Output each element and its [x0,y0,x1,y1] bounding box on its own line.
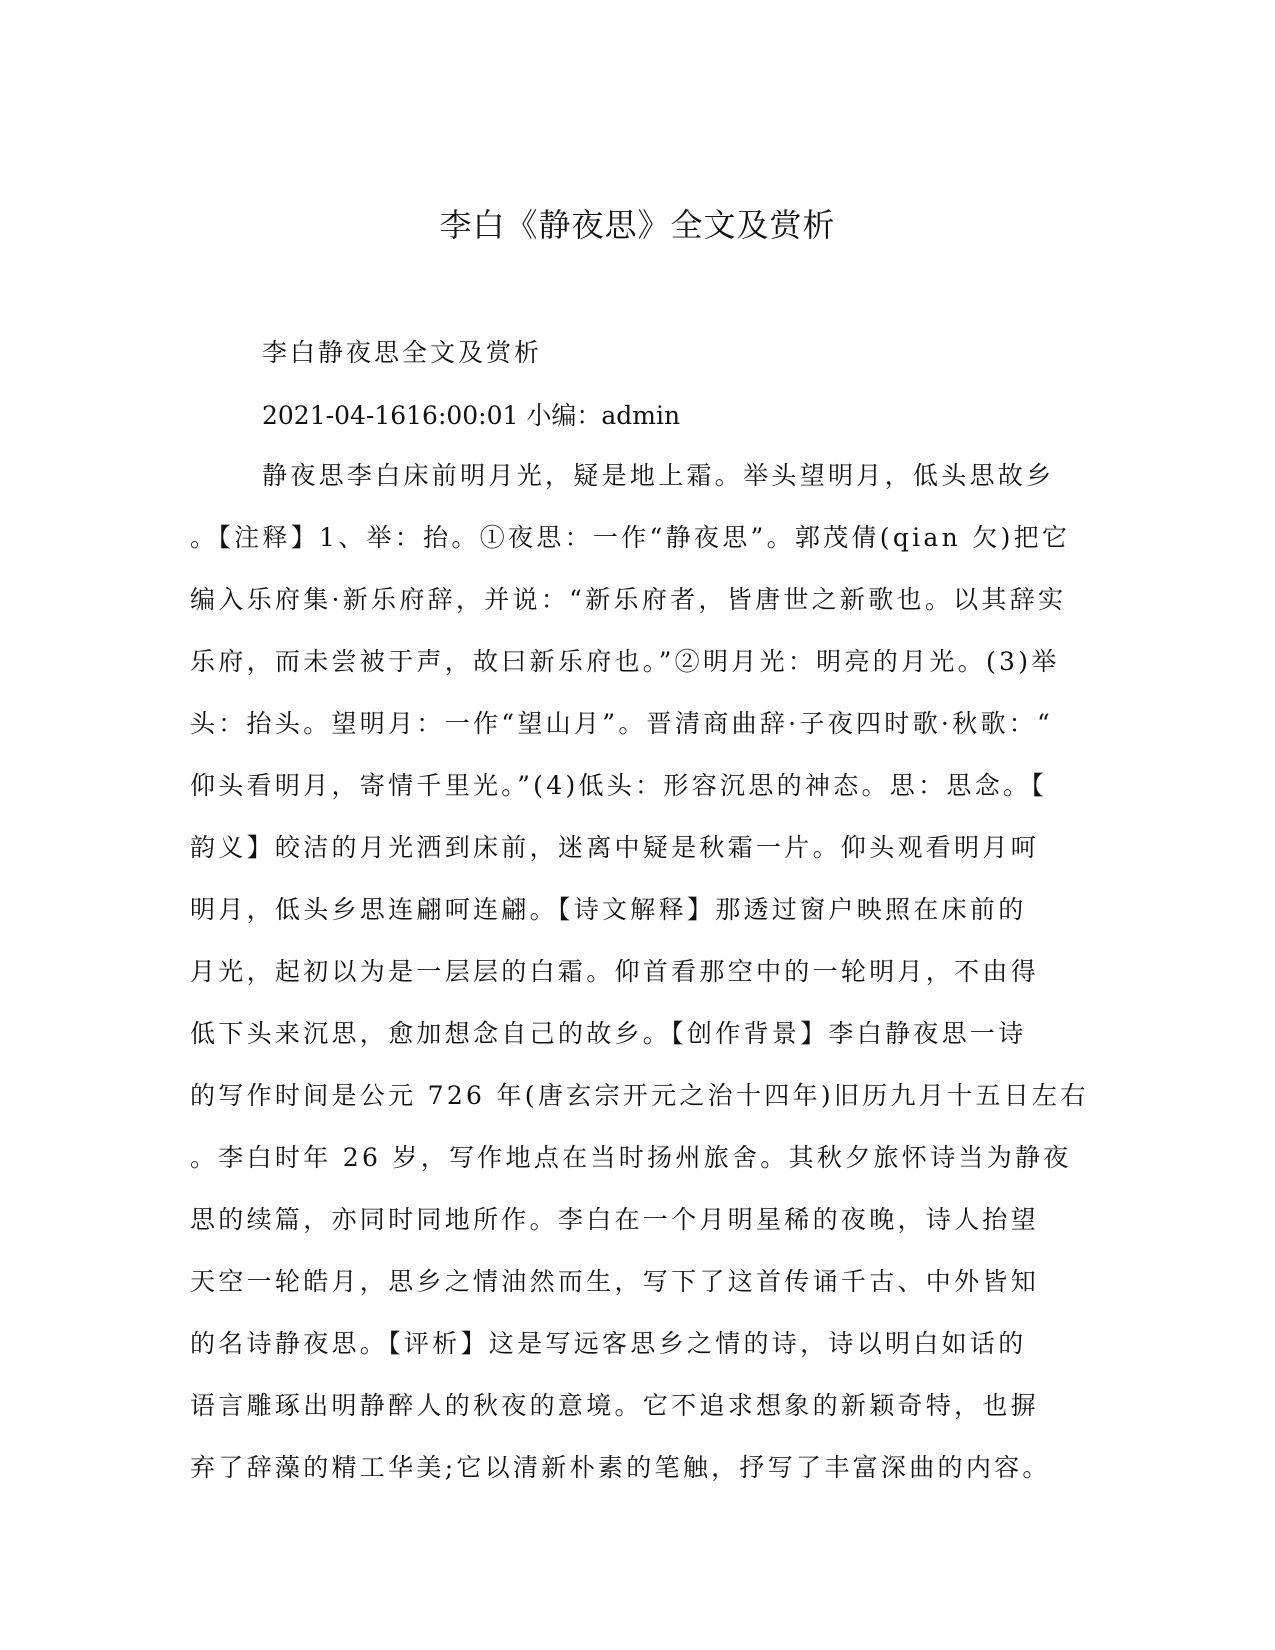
body-line: 。【注释】1、举：抬。①夜思：一作“静夜思”。郭茂倩(qian 欠)把它 [190,523,1071,552]
article-body [190,456,1090,1510]
body-line: 乐府，而未尝被于声，故曰新乐府也。”②明月光：明亮的月光。(3)举 [190,647,1060,676]
body-line: 头：抬头。望明月：一作“望山月”。晋清商曲辞·子夜四时歌·秋歌：“ [190,709,1054,738]
body-line: 韵义】皎洁的月光洒到床前，迷离中疑是秋霜一片。仰头观看明月呵 [190,833,1040,862]
body-line: 弃了辞藻的精工华美;它以清新朴素的笔触，抒写了丰富深曲的内容。 [190,1453,1051,1482]
body-line: 语言雕琢出明静醉人的秋夜的意境。它不追求想象的新颖奇特，也摒 [190,1391,1040,1420]
body-line: 的名诗静夜思。【评析】这是写远客思乡之情的诗，诗以明白如话的 [190,1329,1027,1358]
body-line: 静夜思李白床前明月光，疑是地上霜。举头望明月，低头思故乡 [262,461,1055,490]
body-line: 月光，起初以为是一层层的白霜。仰首看那空中的一轮明月，不由得 [190,957,1040,986]
body-line: 。李白时年 26 岁，写作地点在当时扬州旅舍。其秋夕旅怀诗当为静夜 [190,1143,1072,1172]
document-subtitle: 李白静夜思全文及赏析 [262,338,543,367]
body-line: 思的续篇，亦同时同地所作。李白在一个月明星稀的夜晚，诗人抬望 [190,1205,1040,1234]
publish-meta: 2021-04-1616:00:01 小编：admin [262,401,681,430]
body-line: 仰头看明月，寄情千里光。”(4)低头：形容沉思的神态。思：思念。【 [190,771,1048,800]
body-line: 天空一轮皓月，思乡之情油然而生，写下了这首传诵千古、中外皆知 [190,1267,1040,1296]
document-title: 李白《静夜思》全文及赏析 [439,206,836,244]
body-line: 低下头来沉思，愈加想念自己的故乡。【创作背景】李白静夜思一诗 [190,1019,1027,1048]
body-line: 编入乐府集·新乐府辞，并说：“新乐府者，皆唐世之新歌也。以其辞实 [190,585,1067,614]
body-line: 明月，低头乡思连翩呵连翩。【诗文解释】那透过窗户映照在床前的 [190,895,1027,924]
body-line: 的写作时间是公元 726 年(唐玄宗开元之治十四年)旧历九月十五日左右 [190,1081,1089,1110]
